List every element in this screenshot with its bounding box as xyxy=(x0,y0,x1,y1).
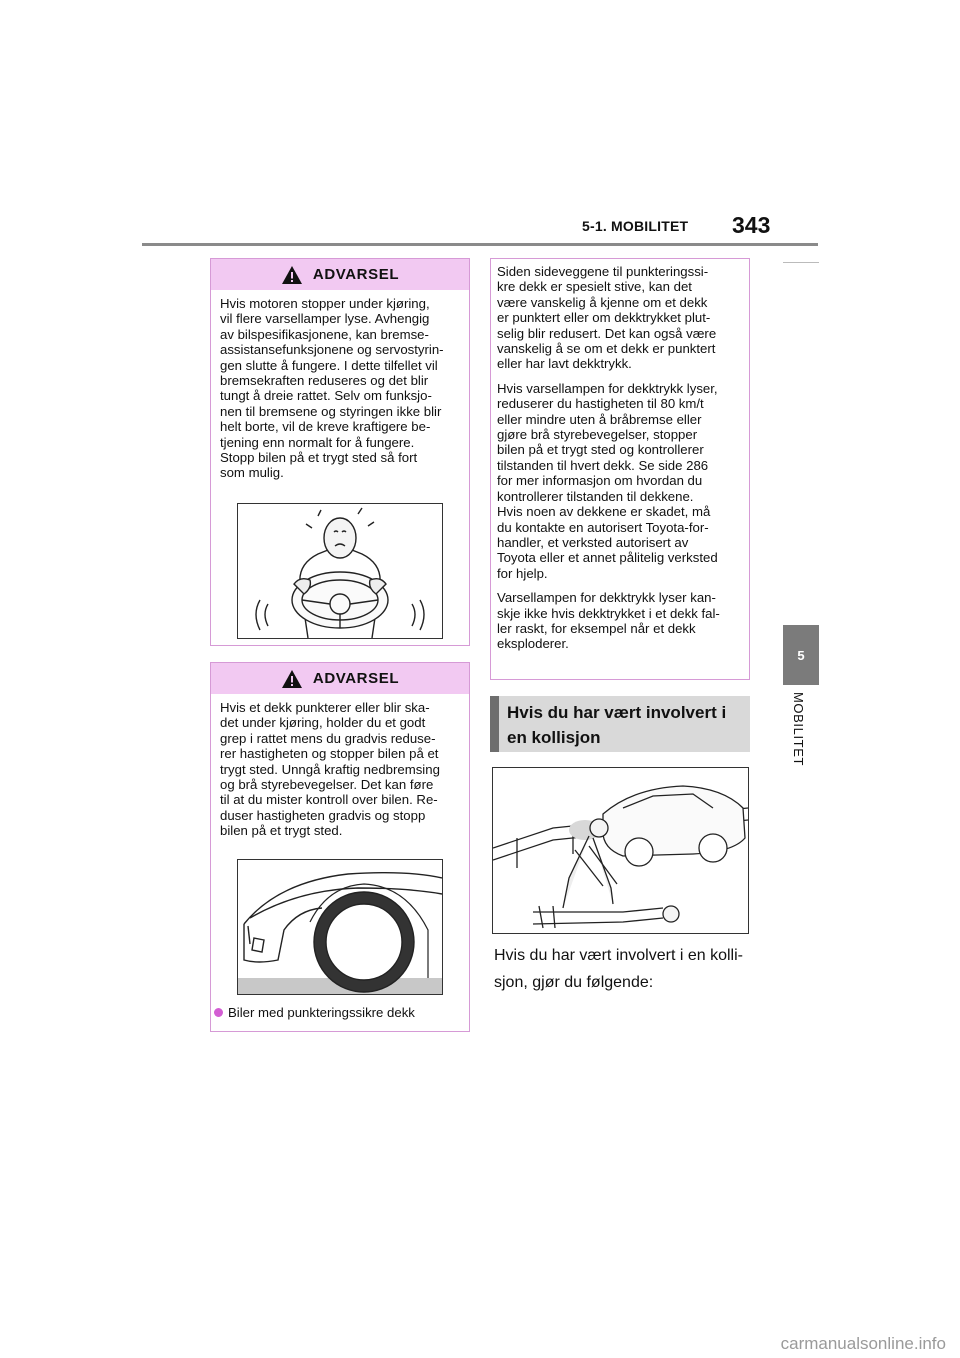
text-line: grep i rattet mens du gradvis reduse- xyxy=(220,730,436,746)
text-line: assistansefunksjonene og servostyrin- xyxy=(220,342,444,358)
warning-box-engine xyxy=(210,258,470,646)
tire-illustration xyxy=(237,859,443,995)
text-line: rer hastigheten og stopper bilen på et xyxy=(220,746,439,762)
warning-title: ADVARSEL xyxy=(312,266,400,283)
bullet-icon xyxy=(214,1008,223,1017)
text-line: Hvis motoren stopper under kjøring, xyxy=(220,296,430,311)
collision-illustration xyxy=(492,767,749,934)
text-line: for mer informasjon om hvordan du xyxy=(497,473,703,489)
text-line: duser hastigheten gradvis og stopp xyxy=(220,807,426,823)
text-line: kontrollerer tilstanden til dekkene. xyxy=(497,488,694,504)
warning-header xyxy=(211,663,469,694)
text-line: for hjelp. xyxy=(497,565,548,581)
text-line: reduserer du hastigheten til 80 km/t xyxy=(497,396,704,412)
first-aid-scene-icon xyxy=(493,768,748,933)
text-line: Hvis noen av dekkene er skadet, må xyxy=(497,504,711,520)
warning-body xyxy=(211,290,469,481)
tire-pressure-info-box xyxy=(490,258,750,680)
heading-line: en kollisjon xyxy=(507,728,601,747)
text-line: eller har lavt dekktrykk. xyxy=(497,356,632,372)
chapter-number: 5 xyxy=(797,647,805,663)
text-line: bilen på et trygt sted og kontrollerer xyxy=(497,442,704,458)
text-line: eller mindre uten å bråbremse eller xyxy=(497,411,702,427)
text-line: det under kjøring, holder du et godt xyxy=(220,715,426,731)
text-line: bremsekraften reduseres og det blir xyxy=(220,373,429,389)
warning-triangle-icon xyxy=(281,669,303,689)
section-body xyxy=(494,942,764,996)
text-line: til at du mister kontroll over bilen. Re- xyxy=(220,792,438,808)
text-line: Varsellampen for dekktrykk lyser kan- xyxy=(497,590,716,606)
text-line: Hvis du har vært involvert i en kolli- xyxy=(494,947,743,964)
driver-steering-illustration xyxy=(237,503,443,639)
text-line: tjening enn normalt for å fungere. xyxy=(220,434,415,450)
warning-title: ADVARSEL xyxy=(312,670,400,687)
warning-header xyxy=(211,259,469,290)
text-line: og brå styrebevegelser. Det kan føre xyxy=(220,777,434,793)
info-paragraph xyxy=(497,590,739,652)
warning-triangle-icon xyxy=(281,265,303,285)
text-line: ler raskt, for eksempel når et dekk xyxy=(497,620,696,636)
text-line: eksploderer. xyxy=(497,636,569,652)
warning-box-tire xyxy=(210,662,470,1032)
driver-icon xyxy=(238,504,442,638)
text-line: nen til bremsene og styringen ikke blir xyxy=(220,403,442,419)
text-line: Toyota eller et annet pålitelig verksted xyxy=(497,550,718,566)
text-line: sjon, gjør du følgende: xyxy=(494,974,654,991)
warning-body xyxy=(211,694,469,839)
car-tire-icon xyxy=(238,860,442,994)
info-paragraph xyxy=(497,381,739,581)
section-title: 5-1. MOBILITET xyxy=(582,218,689,234)
text-line: vanskelig å se om et dekk er punktert xyxy=(497,341,716,357)
chapter-tab xyxy=(783,625,819,685)
text-line: vil flere varsellamper lyse. Avhengig xyxy=(220,311,430,327)
chapter-label-container xyxy=(783,692,819,792)
info-paragraph xyxy=(497,264,739,372)
text-line: gen slutte å fungere. I dette tilfellet vil xyxy=(220,357,438,373)
chapter-label: MOBILITET xyxy=(791,692,806,767)
bullet-item xyxy=(214,1005,415,1020)
text-line: Hvis varsellampen for dekktrykk lyser, xyxy=(497,380,718,396)
text-line: er punktert eller om dekktrykket plut- xyxy=(497,310,711,326)
text-line: trygt sted. Unngå kraftig nedbremsing xyxy=(220,761,440,777)
text-line: gjøre brå styrebevegelser, stopper xyxy=(497,427,698,443)
text-line: tungt å dreie rattet. Selv om funksjo- xyxy=(220,388,432,404)
text-line: skje ikke hvis dekktrykket i et dekk fal- xyxy=(497,605,720,621)
text-line: kre dekk er spesielt stive, kan det xyxy=(497,279,692,295)
text-line: bilen på et trygt sted. xyxy=(220,823,343,839)
bullet-text: Biler med punkteringssikre dekk xyxy=(228,1005,415,1020)
text-line: helt borte, vil de kreve kraftigere be- xyxy=(220,419,431,435)
heading-line: Hvis du har vært involvert i xyxy=(507,703,727,722)
text-line: Hvis et dekk punkterer eller blir ska- xyxy=(220,700,430,715)
text-line: handler, et verksted autorisert av xyxy=(497,534,689,550)
watermark: carmanualsonline.info xyxy=(780,1334,946,1353)
text-line: som mulig. xyxy=(220,465,284,481)
text-line: tilstanden til hvert dekk. Se side 286 xyxy=(497,457,709,473)
section-heading xyxy=(490,696,750,752)
text-line: av bilspesifikasjonene, kan bremse- xyxy=(220,326,429,342)
page-number: 343 xyxy=(732,212,771,238)
text-line: Siden sideveggene til punkteringssi- xyxy=(497,264,709,279)
text-line: selig blir redusert. Det kan også være xyxy=(497,325,717,341)
side-divider xyxy=(783,262,819,263)
header-divider xyxy=(142,243,818,246)
text-line: Stopp bilen på et trygt sted så fort xyxy=(220,450,418,466)
text-line: være vanskelig å kjenne om et dekk xyxy=(497,294,708,310)
text-line: du kontakte en autorisert Toyota-for- xyxy=(497,519,709,535)
